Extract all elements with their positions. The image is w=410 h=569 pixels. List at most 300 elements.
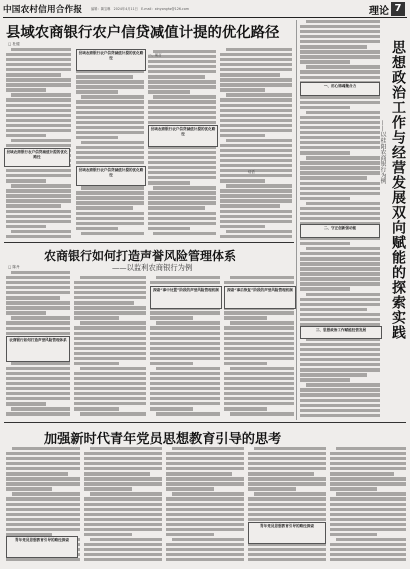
text-line <box>11 271 70 274</box>
text-line <box>156 412 220 415</box>
text-line <box>330 467 406 470</box>
text-line <box>6 291 70 294</box>
text-line <box>300 76 380 79</box>
text-line <box>74 332 146 335</box>
text-line <box>166 482 244 485</box>
section-heading-s5: 结语 <box>248 170 255 174</box>
article4-headline: 加强新时代青年党员思想教育引导的思考 <box>44 432 282 447</box>
text-line <box>224 357 294 360</box>
text-line <box>74 337 146 340</box>
text-line <box>6 558 80 561</box>
text-line <box>148 201 216 204</box>
text-line <box>6 199 71 202</box>
text-line <box>84 482 162 485</box>
divider-1 <box>4 242 294 243</box>
text-line <box>84 533 132 536</box>
text-line <box>74 286 146 289</box>
text-line <box>6 169 71 172</box>
text-line <box>84 467 162 470</box>
text-line <box>300 187 380 190</box>
text-line <box>6 296 60 299</box>
text-line <box>248 487 296 490</box>
text-line <box>248 467 326 470</box>
text-line <box>6 387 70 390</box>
text-line <box>6 367 70 370</box>
text-line <box>74 296 146 299</box>
text-line <box>74 377 146 380</box>
text-line <box>6 462 80 465</box>
text-line <box>166 487 214 490</box>
text-line <box>148 196 216 199</box>
text-line <box>300 207 380 210</box>
text-line <box>300 25 380 28</box>
article3-box-3: 三、思想政治工作赋能经营发展 <box>300 326 382 339</box>
text-line <box>148 80 216 83</box>
text-line <box>300 217 380 220</box>
text-line <box>166 513 244 516</box>
text-line <box>76 227 118 230</box>
text-line <box>6 382 70 385</box>
article3-box-2: 二、守正创新强动能 <box>300 224 380 238</box>
section-heading-s1: 一、前言 <box>148 53 162 57</box>
text-line <box>300 373 367 376</box>
text-line <box>6 129 71 132</box>
text-line <box>84 518 162 521</box>
text-line <box>6 144 71 147</box>
text-line <box>76 100 144 103</box>
text-line <box>220 169 292 172</box>
text-line <box>300 399 380 402</box>
page-number: 7 <box>391 2 405 16</box>
text-line <box>6 78 71 81</box>
text-line <box>148 166 216 169</box>
text-line <box>84 462 162 465</box>
text-line <box>220 134 265 137</box>
text-line <box>300 146 380 149</box>
text-line <box>220 220 292 223</box>
text-line <box>248 462 326 465</box>
text-line <box>148 156 216 159</box>
text-line <box>74 347 146 350</box>
text-line <box>6 472 68 475</box>
text-line <box>220 98 292 101</box>
text-line <box>300 363 380 366</box>
text-line <box>166 543 244 546</box>
text-line <box>6 194 71 197</box>
text-line <box>330 543 406 546</box>
text-line <box>6 301 70 304</box>
text-line <box>248 472 314 475</box>
text-line <box>230 321 294 324</box>
text-line <box>148 65 216 68</box>
text-line <box>166 503 244 506</box>
text-line <box>248 513 326 516</box>
text-line <box>148 151 216 154</box>
text-line <box>300 272 380 275</box>
text-line <box>84 487 132 490</box>
text-line <box>300 136 380 139</box>
text-line <box>300 252 380 255</box>
text-line <box>74 281 146 284</box>
text-line <box>84 452 162 455</box>
text-line <box>150 392 220 395</box>
text-line <box>300 161 380 164</box>
text-line <box>6 311 46 314</box>
text-line <box>220 88 265 91</box>
text-line <box>220 58 292 61</box>
text-line <box>226 93 292 96</box>
text-line <box>300 192 380 195</box>
text-line <box>148 75 205 78</box>
text-line <box>150 281 220 284</box>
text-line <box>300 287 350 290</box>
text-line <box>330 523 406 526</box>
text-line <box>74 352 146 355</box>
text-line <box>84 472 150 475</box>
text-line <box>226 184 292 187</box>
text-line <box>330 457 406 460</box>
text-line <box>76 90 118 93</box>
text-line <box>336 538 406 541</box>
text-line <box>166 472 232 475</box>
article1-pullquote-mid2: 县域农商银行农户信贷减值计提的优化路径 <box>76 166 146 186</box>
text-line <box>248 548 326 551</box>
text-line <box>150 387 220 390</box>
article1-pullquote-left: 县域农商银行农户信贷减值计提的优化路径 <box>4 148 70 167</box>
text-line <box>150 337 220 340</box>
article3-box-1: 一、用心铸魂聚合力 <box>300 82 380 96</box>
text-line <box>84 508 162 511</box>
text-line <box>248 452 326 455</box>
text-line <box>330 518 406 521</box>
divider-vertical <box>296 20 297 420</box>
text-line <box>6 281 70 284</box>
text-line <box>6 179 46 182</box>
article3-headline: 思想政治工作与经营发展双向赋能的探索实践 <box>390 40 406 340</box>
text-line <box>6 467 80 470</box>
text-line <box>84 553 162 556</box>
text-line <box>153 186 216 189</box>
text-line <box>220 119 292 122</box>
text-line <box>300 353 380 356</box>
text-line <box>74 382 146 385</box>
text-line <box>6 114 71 117</box>
text-line <box>74 306 146 309</box>
article1-headline: 县域农商银行农户信贷减值计提的优化路径 <box>6 24 280 41</box>
text-line <box>300 257 380 260</box>
text-line <box>330 558 406 561</box>
text-line <box>150 402 220 405</box>
text-line <box>6 457 80 460</box>
text-line <box>300 151 350 154</box>
text-line <box>6 503 80 506</box>
text-line <box>74 311 146 314</box>
text-line <box>148 100 216 103</box>
text-line <box>76 116 144 119</box>
text-line <box>224 316 267 319</box>
text-line <box>6 377 70 380</box>
text-line <box>248 518 326 521</box>
text-line <box>6 73 61 76</box>
article1-column-4 <box>220 48 292 240</box>
text-line <box>84 558 162 561</box>
text-line <box>148 181 190 184</box>
text-line <box>300 282 380 285</box>
text-line <box>11 48 71 51</box>
text-line <box>172 538 244 541</box>
text-line <box>76 106 144 109</box>
text-line <box>74 372 146 375</box>
text-line <box>300 45 367 48</box>
text-line <box>330 548 406 551</box>
text-line <box>220 144 292 147</box>
article3-column <box>300 20 380 420</box>
text-line <box>76 222 144 225</box>
text-line <box>74 387 146 390</box>
text-line <box>11 407 70 410</box>
text-line <box>220 109 292 112</box>
text-line <box>300 96 380 99</box>
text-line <box>6 518 80 521</box>
text-line <box>6 210 71 213</box>
text-line <box>12 447 80 450</box>
text-line <box>300 348 380 351</box>
text-line <box>248 553 326 556</box>
text-line <box>11 316 70 319</box>
text-line <box>300 313 380 316</box>
text-line <box>74 342 146 345</box>
text-line <box>224 387 294 390</box>
text-line <box>6 225 46 228</box>
text-line <box>6 53 71 56</box>
text-line <box>150 316 193 319</box>
text-line <box>248 477 326 480</box>
text-line <box>166 497 244 500</box>
text-line <box>300 121 380 124</box>
text-line <box>6 189 71 192</box>
text-line <box>220 78 292 81</box>
text-line <box>80 367 146 370</box>
text-line <box>74 326 146 329</box>
text-line <box>166 452 244 455</box>
text-line <box>254 492 326 495</box>
text-line <box>330 487 377 490</box>
text-line <box>330 482 406 485</box>
text-line <box>11 93 71 96</box>
text-line <box>224 402 294 405</box>
text-line <box>166 462 244 465</box>
text-line <box>76 206 133 209</box>
text-line <box>74 291 146 294</box>
text-line <box>336 492 406 495</box>
text-line <box>300 126 380 129</box>
text-line <box>248 482 326 485</box>
text-line <box>300 55 380 58</box>
text-line <box>220 194 292 197</box>
text-line <box>300 368 380 371</box>
text-line <box>148 106 216 109</box>
text-line <box>150 377 220 380</box>
text-line <box>74 357 146 360</box>
text-line <box>6 235 71 238</box>
text-line <box>84 513 162 516</box>
article1-pullquote-mid1: 县域农商银行农户信贷减值计提的优化路径 <box>76 49 146 71</box>
text-line <box>166 548 244 551</box>
text-line <box>6 174 71 177</box>
text-line <box>224 347 294 350</box>
text-line <box>76 146 144 149</box>
text-line <box>11 230 71 233</box>
text-line <box>224 362 267 365</box>
text-line <box>148 171 216 174</box>
text-line <box>84 503 162 506</box>
text-line <box>166 508 244 511</box>
text-line <box>148 191 216 194</box>
text-line <box>153 50 216 53</box>
text-line <box>300 378 350 381</box>
text-line <box>166 553 244 556</box>
text-line <box>74 362 119 365</box>
text-line <box>306 293 380 296</box>
text-line <box>220 68 292 71</box>
text-line <box>11 184 71 187</box>
article2-pullquote-mid1: 探索“事中处置”阶段的声誉风险管理机制 <box>150 286 222 309</box>
text-line <box>6 508 80 511</box>
text-line <box>150 326 220 329</box>
text-line <box>224 382 294 385</box>
text-line <box>74 397 146 400</box>
text-line <box>330 533 377 536</box>
text-line <box>224 397 294 400</box>
text-line <box>80 321 146 324</box>
text-line <box>300 393 380 396</box>
text-line <box>11 362 70 365</box>
text-line <box>156 367 220 370</box>
text-line <box>224 337 294 340</box>
text-line <box>224 407 267 410</box>
text-line <box>6 513 80 516</box>
text-line <box>166 558 244 561</box>
text-line <box>300 40 380 43</box>
text-line <box>220 114 292 117</box>
text-line <box>150 362 193 365</box>
text-line <box>230 412 294 415</box>
text-line <box>224 342 294 345</box>
text-line <box>6 124 71 127</box>
text-line <box>220 225 265 228</box>
text-line <box>300 308 367 311</box>
text-line <box>254 447 326 450</box>
text-line <box>148 111 216 114</box>
text-line <box>300 318 380 321</box>
text-line <box>330 503 406 506</box>
text-line <box>11 139 71 142</box>
article1-column-1 <box>6 48 71 240</box>
text-line <box>300 60 350 63</box>
text-line <box>76 75 133 78</box>
text-line <box>306 65 380 68</box>
text-line <box>300 116 380 119</box>
text-line <box>148 206 205 209</box>
text-line <box>330 508 406 511</box>
text-line <box>300 171 380 174</box>
text-line <box>150 342 220 345</box>
text-line <box>226 139 292 142</box>
text-line <box>6 63 71 66</box>
text-line <box>148 121 216 124</box>
text-line <box>300 141 380 144</box>
text-line <box>148 212 216 215</box>
text-line <box>150 332 220 335</box>
text-line <box>248 503 326 506</box>
text-line <box>230 367 294 370</box>
text-line <box>220 159 292 162</box>
text-line <box>6 104 71 107</box>
text-line <box>76 126 144 129</box>
text-line <box>224 281 294 284</box>
text-line <box>81 232 144 235</box>
text-line <box>6 528 80 531</box>
text-line <box>84 477 162 480</box>
text-line <box>224 326 294 329</box>
text-line <box>220 179 265 182</box>
text-line <box>300 358 380 361</box>
text-line <box>84 548 162 551</box>
text-line <box>76 111 144 114</box>
text-line <box>84 543 162 546</box>
text-line <box>76 136 118 139</box>
text-line <box>220 104 292 107</box>
text-line <box>230 276 294 279</box>
text-line <box>6 134 46 137</box>
text-line <box>153 232 216 235</box>
text-line <box>84 497 162 500</box>
text-line <box>156 276 220 279</box>
text-line <box>150 372 220 375</box>
text-line <box>6 452 80 455</box>
text-line <box>153 95 216 98</box>
text-line <box>6 204 61 207</box>
text-line <box>336 447 406 450</box>
text-line <box>6 88 46 91</box>
text-line <box>90 447 162 450</box>
text-line <box>76 121 144 124</box>
article2-headline: 农商银行如何打造声誉风险管理体系 <box>44 249 237 263</box>
text-line <box>6 109 71 112</box>
text-line <box>6 68 71 71</box>
text-line <box>148 161 216 164</box>
text-line <box>148 116 216 119</box>
text-line <box>150 352 220 355</box>
text-line <box>76 191 144 194</box>
article4-column-2 <box>84 447 162 567</box>
text-line <box>150 382 220 385</box>
text-line <box>300 101 380 104</box>
text-line <box>76 201 144 204</box>
text-line <box>148 90 190 93</box>
text-line <box>166 523 244 526</box>
article4-column-3 <box>166 447 244 567</box>
text-line <box>306 20 380 23</box>
text-line <box>150 311 220 314</box>
text-line <box>148 85 216 88</box>
text-line <box>6 372 70 375</box>
text-line <box>220 174 292 177</box>
text-line <box>172 447 244 450</box>
text-line <box>300 131 380 134</box>
article4-pullquote-left: 青年党员思想教育引导的路径探索 <box>6 536 78 558</box>
text-line <box>224 377 294 380</box>
